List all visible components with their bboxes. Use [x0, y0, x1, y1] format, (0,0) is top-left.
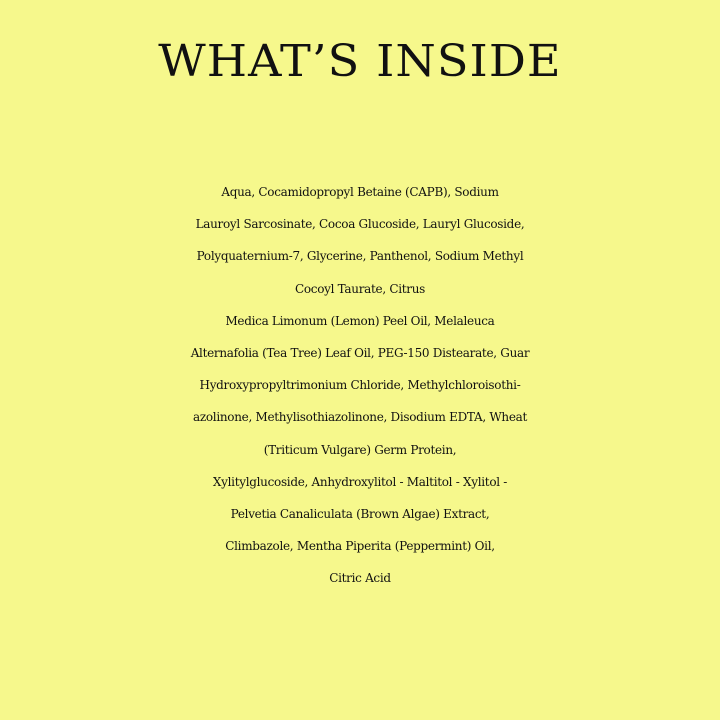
- ingredient-line: azolinone, Methylisothiazolinone, Disodium EDTA, Wheat: [193, 410, 527, 425]
- ingredient-line: Xylitylglucoside, Anhydroxylitol - Maltitol - Xylitol -: [212, 474, 508, 489]
- ingredient-line: Polyquaternium-7, Glycerine, Panthenol, Sodium Methyl: [196, 249, 524, 264]
- ingredient-line: Hydroxypropyltrimonium Chloride, Methylchloroisothi-: [199, 378, 521, 393]
- ingredient-line: Alternafolia (Tea Tree) Leaf Oil, PEG-150 Distearate, Guar: [190, 346, 530, 361]
- ingredients-list: [0, 176, 720, 595]
- ingredient-line: Citric Acid: [329, 571, 391, 586]
- page-title: WHAT’S INSIDE: [158, 36, 562, 87]
- ingredient-line: (Triticum Vulgare) Germ Protein,: [263, 442, 457, 457]
- ingredient-line: Medica Limonum (Lemon) Peel Oil, Melaleuca: [225, 313, 495, 328]
- ingredient-line: Aqua, Cocamidopropyl Betaine (CAPB), Sodium: [221, 185, 499, 199]
- ingredient-line: Pelvetia Canaliculata (Brown Algae) Extract,: [230, 507, 490, 522]
- ingredient-line: Lauroyl Sarcosinate, Cocoa Glucoside, Lauryl Glucoside,: [195, 217, 525, 232]
- ingredient-line: Climbazole, Mentha Piperita (Peppermint) Oil,: [225, 539, 495, 554]
- ingredient-line: Cocoyl Taurate, Citrus: [294, 281, 426, 296]
